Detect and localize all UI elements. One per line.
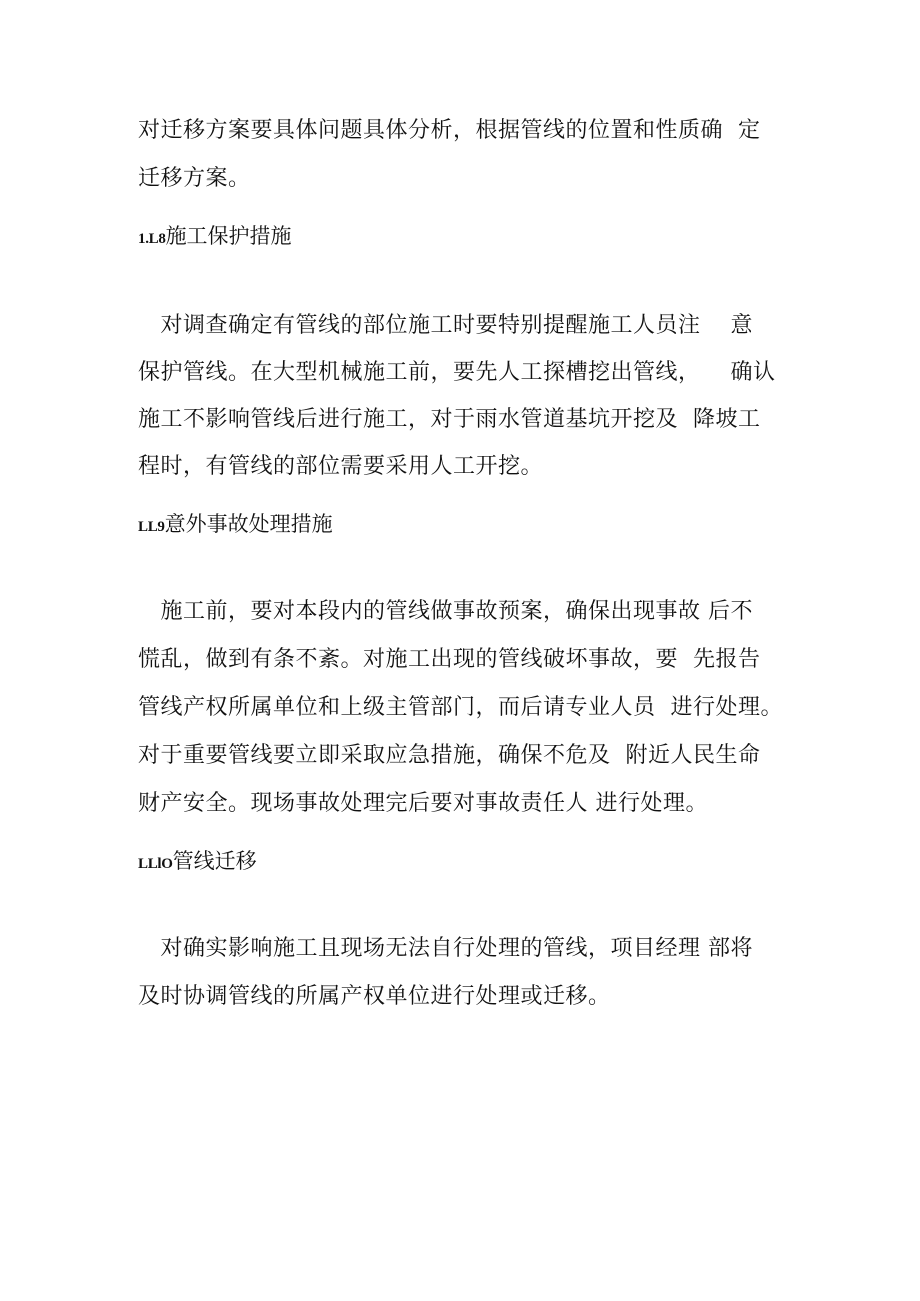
section-heading bbox=[138, 221, 292, 254]
section-heading bbox=[138, 509, 333, 542]
paragraph-line: 程时，有管线的部位需要采用人工开挖。 bbox=[138, 454, 544, 479]
paragraph-line: 施工不影响管线后进行施工，对于雨水管道基坑开挖及 降坡工 bbox=[138, 407, 761, 432]
paragraph-line: 对迁移方案要具体问题具体分析，根据管线的位置和性质确 定 bbox=[138, 118, 761, 143]
paragraph-line: 及时协调管线的所属产权单位进行处理或迁移。 bbox=[138, 984, 611, 1009]
paragraph-line: 慌乱，做到有条不紊。对施工出现的管线破坏事故，要 先报告 bbox=[138, 647, 761, 672]
paragraph-line: 财产安全。现场事故处理完后要对事故责任人 进行处理。 bbox=[138, 791, 708, 816]
section-heading bbox=[138, 846, 257, 879]
paragraph-line: 管线产权所属单位和上级主管部门，而后请专业人员 进行处理。 bbox=[138, 695, 783, 720]
section-title: 施工保护措施 bbox=[165, 224, 292, 248]
paragraph-line: 对调查确定有管线的部位施工时要特别提醒施工人员注 意 bbox=[138, 313, 753, 338]
paragraph-line: 施工前，要对本段内的管线做事故预案，确保出现事故 后不 bbox=[138, 599, 753, 624]
section-number: LLlO bbox=[138, 856, 173, 872]
paragraph-line: 对确实影响施工且现场无法自行处理的管线，项目经理 部将 bbox=[138, 936, 753, 961]
paragraph-line: 对于重要管线要立即采取应急措施，确保不危及 附近人民生命 bbox=[138, 743, 761, 768]
section-title: 意外事故处理措施 bbox=[164, 512, 333, 536]
section-number: 1.L8 bbox=[138, 231, 166, 247]
paragraph-line: 保护管线。在大型机械施工前，要先人工探槽挖出管线， 确认 bbox=[138, 360, 776, 385]
section-title: 管线迁移 bbox=[172, 849, 257, 873]
paragraph-line: 迁移方案。 bbox=[138, 166, 251, 191]
section-number: LL9 bbox=[138, 519, 165, 535]
